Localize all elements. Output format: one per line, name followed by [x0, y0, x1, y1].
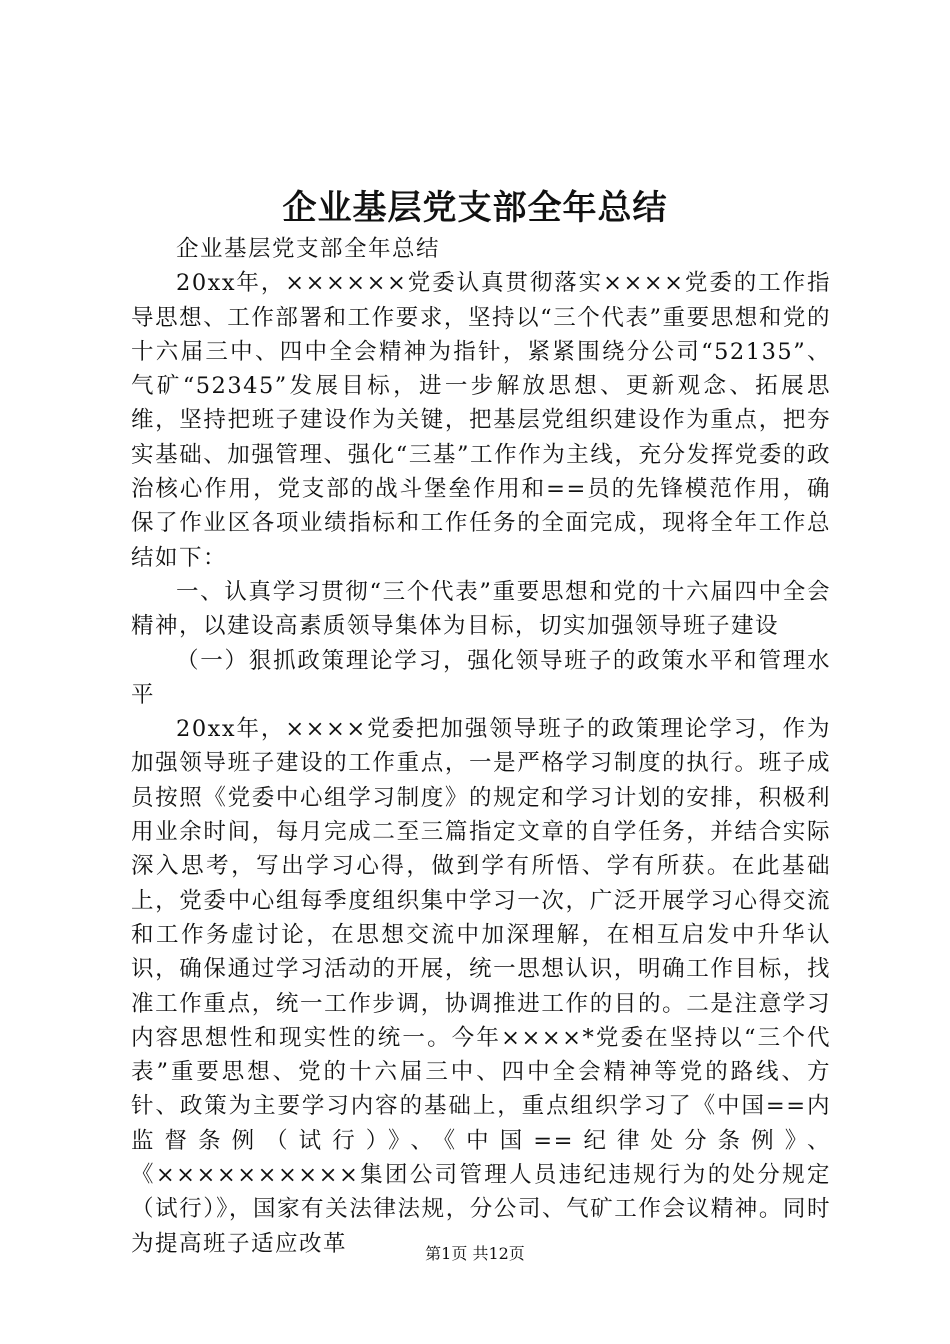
section-heading-1: 一、认真学习贯彻“三个代表”重要思想和党的十六届四中全会精神，以建设高素质领导集体为目标，切实加强领导班子建设: [131, 578, 831, 640]
document-body: [131, 232, 831, 1261]
document-subtitle-paragraph: 企业基层党支部全年总结: [176, 236, 441, 262]
body-paragraph: 20xx年，××××党委把加强领导班子的政策理论学习，作为加强领导班子建设的工作重点，一是严格学习制度的执行。班子成员按照《党委中心组学习制度》的规定和学习计划的安排，积极利用业余时间，每月完成二至三篇指定文章的自学任务，并结合实际深入思考，写出学习心得，做到学有所悟、学有所获。在此基础上，党委中心组每季度组织集中学习一次，广泛开展学习心得交流和工作务虚讨论，在思想交流中加深理解，在相互启发中升华认识，确保通过学习活动的开展，统一思想认识，明确工作目标，找准工作重点，统一工作步调，协调推进工作的目的。二是注意学习内容思想性和现实性的统一。今年××××*党委在坚持以“三个代表”重要思想、党的十六届三中、四中全会精神等党的路线、方针、政策为主要学习内容的基础上，重点组织学习了《中国==内监督条例（试行）》、《中国==纪律处分条例》、《××××××××××集团公司管理人员违纪违规行为的处分规定（试行）》，国家有关法律法规，分公司、气矿工作会议精神。同时为提高班子适应改革: [131, 716, 831, 1257]
page-number-footer: 第1页 共12页: [425, 1244, 525, 1263]
document-title: 企业基层党支部全年总结: [282, 188, 668, 228]
subsection-heading-1: （一）狠抓政策理论学习，强化领导班子的政策水平和管理水平: [131, 647, 831, 708]
intro-paragraph: 20xx年，××××××党委认真贯彻落实××××党委的工作指导思想、工作部署和工作要求，坚持以“三个代表”重要思想和党的十六届三中、四中全会精神为指针，紧紧围绕分公司“52135”、气矿“52345”发展目标，进一步解放思想、更新观念、拓展思维，坚持把班子建设作为关键，把基层党组织建设作为重点，把夯实基础、加强管理、强化“三基”工作作为主线，充分发挥党委的政治核心作用，党支部的战斗堡垒作用和==员的先锋模范作用，确保了作业区各项业绩指标和工作任务的全面完成，现将全年工作总结如下：: [131, 270, 831, 571]
